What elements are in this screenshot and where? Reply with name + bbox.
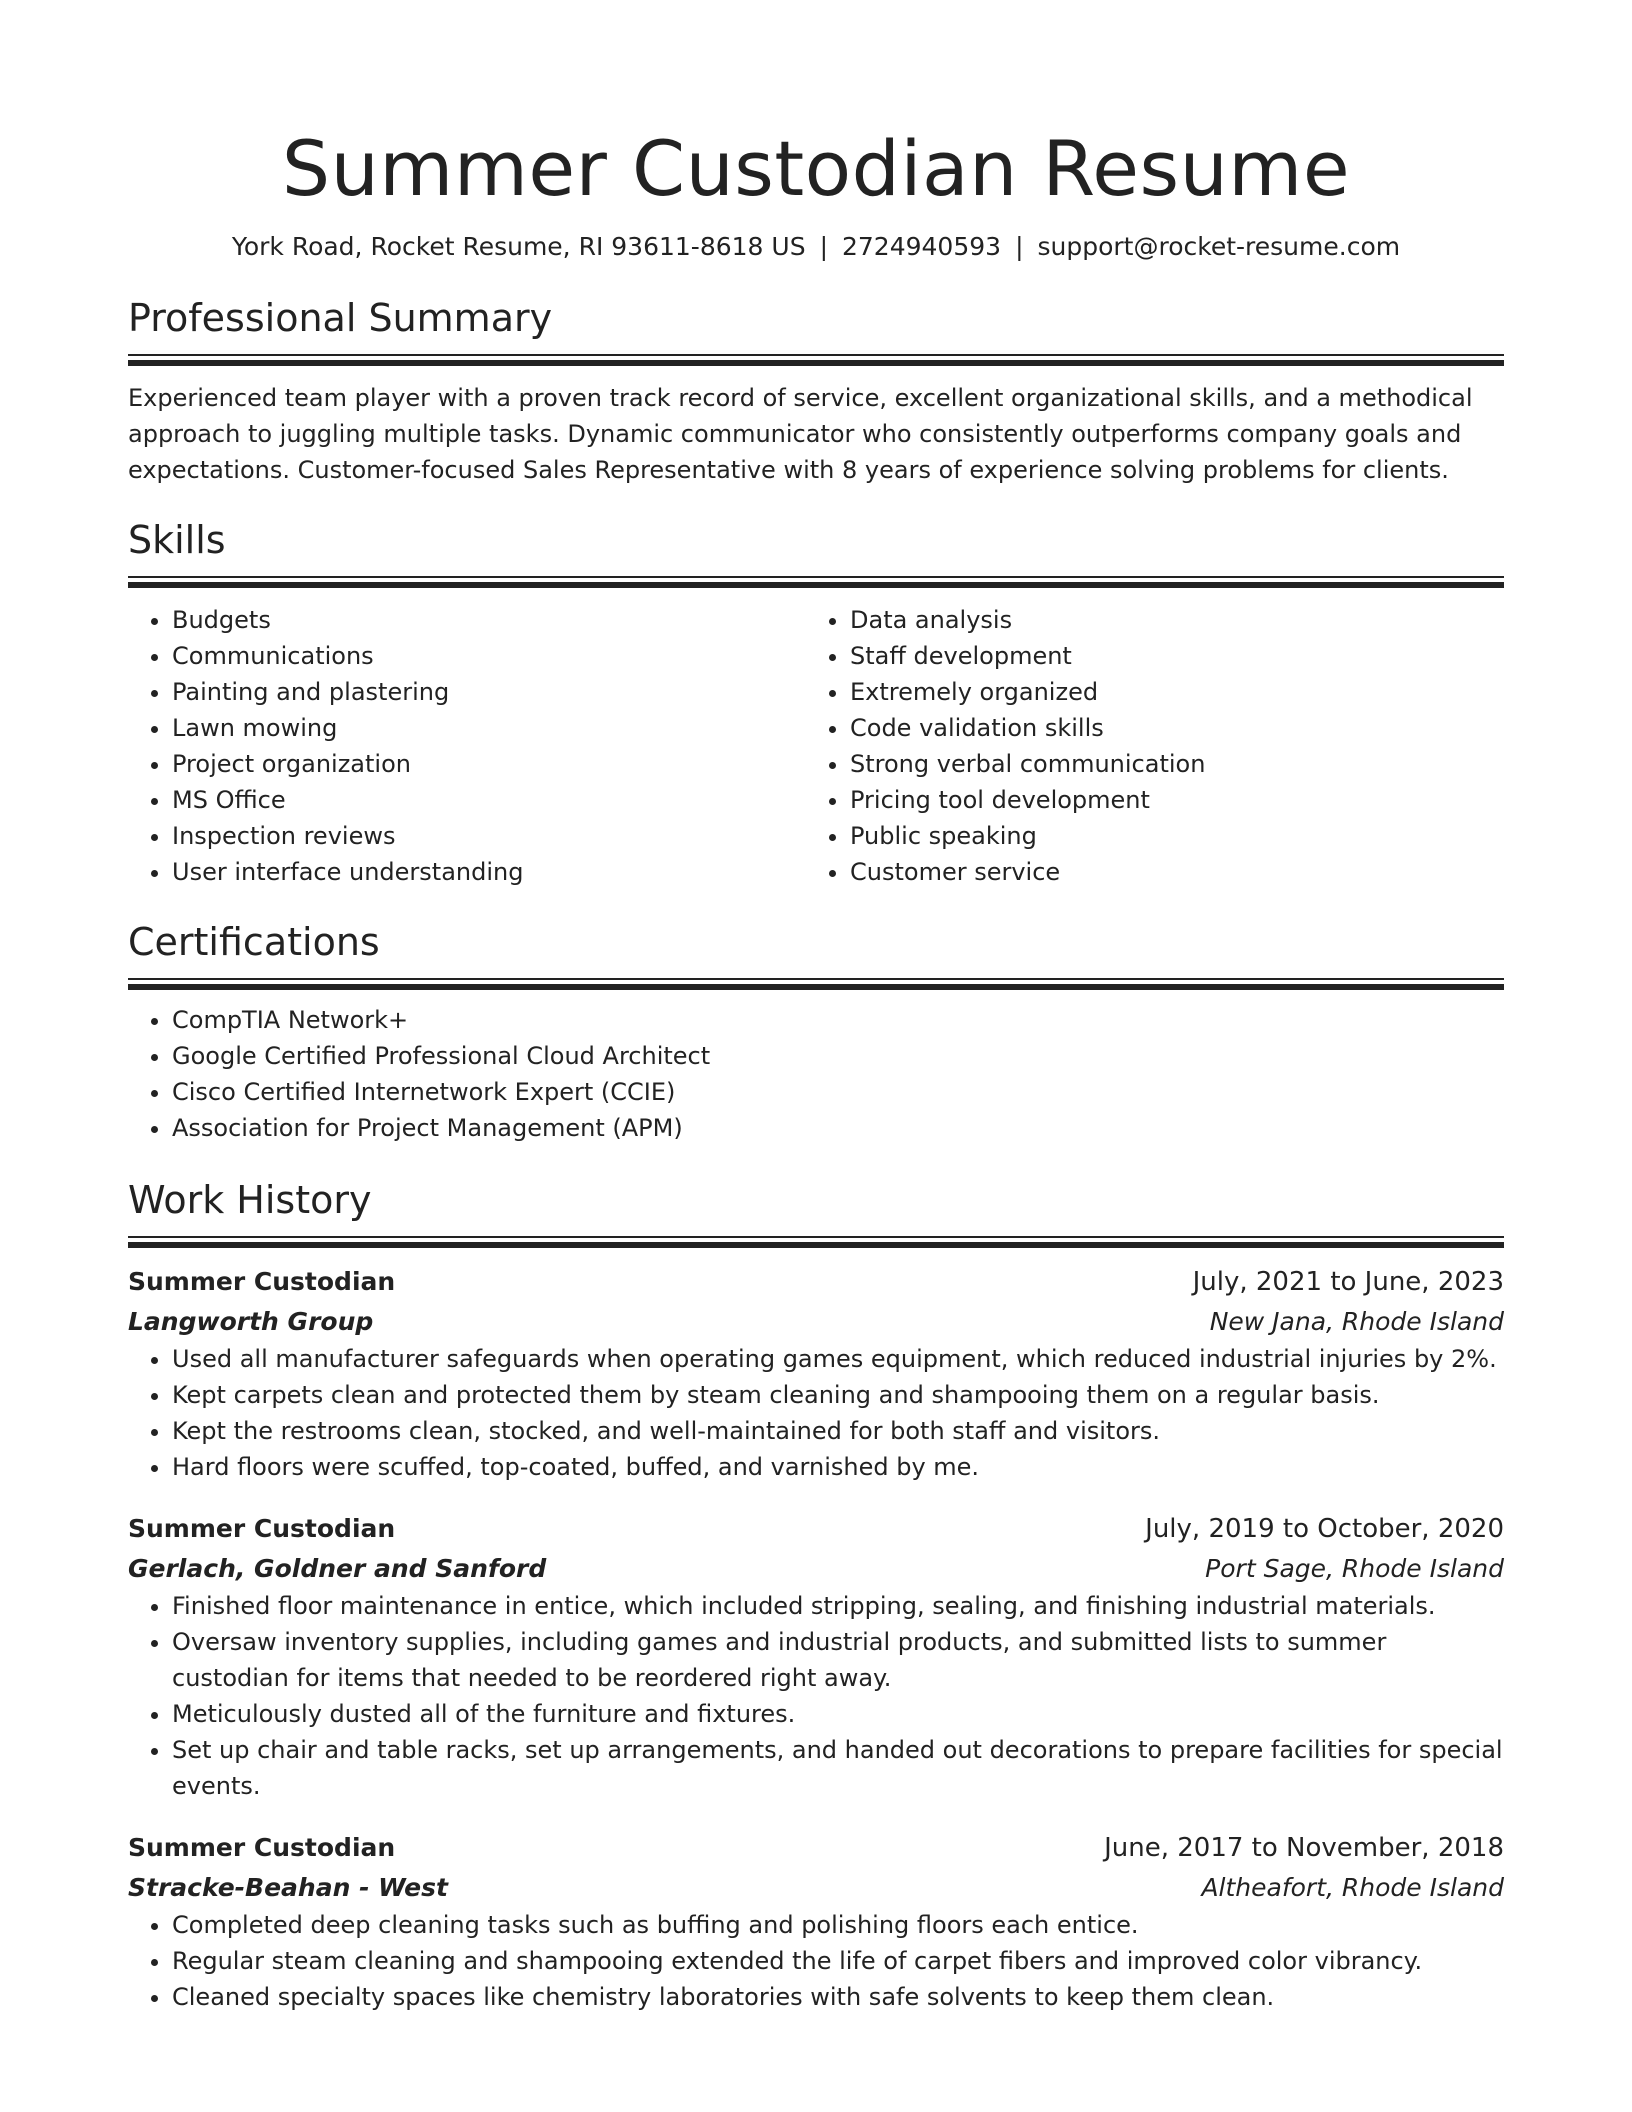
job-title: Summer Custodian <box>128 1267 396 1296</box>
contact-email: support@rocket-resume.com <box>1037 232 1401 261</box>
contact-address: York Road, Rocket Resume, RI 93611-8618 US <box>231 232 806 261</box>
job-bullet: • Cleaned specialty spaces like chemistry laboratories with safe solvents to keep them clean. <box>172 1979 1504 2015</box>
skill-item: • Strong verbal communication <box>850 746 1484 782</box>
section-heading-certifications: Certifications <box>128 920 380 964</box>
job-title: Summer Custodian <box>128 1514 396 1543</box>
contact-line <box>128 230 1504 264</box>
job-bullet-list <box>128 1907 1504 2015</box>
skill-item: • Communications <box>172 638 806 674</box>
resume-page <box>128 0 1504 2015</box>
contact-separator: | <box>1015 232 1024 261</box>
skill-item: • Public speaking <box>850 818 1484 854</box>
skill-item: • Data analysis <box>850 602 1484 638</box>
job-header-row <box>128 1262 1504 1302</box>
job-bullet-list <box>128 1341 1504 1485</box>
section-divider <box>128 978 1504 990</box>
skill-item: • MS Office <box>172 782 806 818</box>
skill-item: • User interface understanding <box>172 854 806 890</box>
skills-grid <box>128 602 1504 890</box>
skill-item: • Painting and plastering <box>172 674 806 710</box>
job-bullet: • Set up chair and table racks, set up arrangements, and handed out decorations to prepare facilities for special events. <box>172 1732 1504 1804</box>
skill-item: • Budgets <box>172 602 806 638</box>
job-bullet: • Oversaw inventory supplies, including games and industrial products, and submitted lists to summer custodian for items that needed to be reordered right away. <box>172 1624 1504 1696</box>
certification-item: • Google Certified Professional Cloud Architect <box>172 1038 1504 1074</box>
section-heading-skills: Skills <box>128 518 226 562</box>
skills-section <box>128 516 1504 890</box>
job-bullet: • Regular steam cleaning and shampooing extended the life of carpet fibers and improved color vibrancy. <box>172 1943 1504 1979</box>
skill-item: • Pricing tool development <box>850 782 1484 818</box>
job-location: Altheafort, Rhode Island <box>1201 1873 1504 1902</box>
job-bullet: • Used all manufacturer safeguards when operating games equipment, which reduced industrial injuries by 2%. <box>172 1341 1504 1377</box>
job-dates: July, 2021 to June, 2023 <box>1192 1267 1504 1297</box>
section-heading-work-history: Work History <box>128 1178 372 1222</box>
contact-separator: | <box>819 232 828 261</box>
job-location: Port Sage, Rhode Island <box>1205 1554 1504 1583</box>
skills-column-left <box>128 602 806 890</box>
job-bullet: • Hard floors were scuffed, top-coated, buffed, and varnished by me. <box>172 1449 1504 1485</box>
certification-item: • Cisco Certified Internetwork Expert (CCIE) <box>172 1074 1504 1110</box>
skill-item: • Lawn mowing <box>172 710 806 746</box>
certifications-section <box>128 918 1504 1146</box>
skills-column-right <box>806 602 1484 890</box>
section-divider <box>128 1236 1504 1248</box>
certification-item: • CompTIA Network+ <box>172 1002 1504 1038</box>
job-bullet: • Finished floor maintenance in entice, which included stripping, sealing, and finishing industrial materials. <box>172 1588 1504 1624</box>
job-bullet-list <box>128 1588 1504 1804</box>
skills-list-left <box>128 602 806 890</box>
section-divider <box>128 354 1504 366</box>
skill-item: • Customer service <box>850 854 1484 890</box>
job-bullet: • Kept the restrooms clean, stocked, and well-maintained for both staff and visitors. <box>172 1413 1504 1449</box>
job-header-row <box>128 1828 1504 1868</box>
job-company: Gerlach, Goldner and Sanford <box>128 1554 547 1583</box>
job-employer-row <box>128 1868 1504 1907</box>
summary-text: Experienced team player with a proven track record of service, excellent organizational skills, and a methodical approach to juggling multiple tasks. Dynamic communicator who consistently outperforms company goals and expectations. Customer-focused Sales Representative with 8 years of experience solving problems for clients. <box>128 384 1473 484</box>
job-company: Stracke-Beahan - West <box>128 1873 448 1902</box>
job-company: Langworth Group <box>128 1307 374 1336</box>
job-header-row <box>128 1509 1504 1549</box>
resume-title: Summer Custodian Resume <box>281 124 1351 213</box>
job-employer-row <box>128 1302 1504 1341</box>
job-title: Summer Custodian <box>128 1833 396 1862</box>
job-employer-row <box>128 1549 1504 1588</box>
job-entry <box>128 1262 1504 1485</box>
job-bullet: • Completed deep cleaning tasks such as buffing and polishing floors each entice. <box>172 1907 1504 1943</box>
work-history-section <box>128 1176 1504 2015</box>
job-bullet: • Meticulously dusted all of the furniture and fixtures. <box>172 1696 1504 1732</box>
skill-item: • Inspection reviews <box>172 818 806 854</box>
job-bullet: • Kept carpets clean and protected them by steam cleaning and shampooing them on a regular basis. <box>172 1377 1504 1413</box>
certification-item: • Association for Project Management (APM) <box>172 1110 1504 1146</box>
summary-section <box>128 294 1504 488</box>
skill-item: • Code validation skills <box>850 710 1484 746</box>
section-divider <box>128 576 1504 588</box>
skill-item: • Project organization <box>172 746 806 782</box>
skill-item: • Staff development <box>850 638 1484 674</box>
job-entry <box>128 1828 1504 2015</box>
job-dates: June, 2017 to November, 2018 <box>1104 1833 1504 1863</box>
job-entry <box>128 1509 1504 1804</box>
skills-list-right <box>806 602 1484 890</box>
certifications-list <box>128 1002 1504 1146</box>
job-dates: July, 2019 to October, 2020 <box>1145 1514 1504 1544</box>
skill-item: • Extremely organized <box>850 674 1484 710</box>
contact-phone: 2724940593 <box>842 232 1002 261</box>
section-heading-summary: Professional Summary <box>128 296 553 340</box>
job-location: New Jana, Rhode Island <box>1209 1307 1504 1336</box>
